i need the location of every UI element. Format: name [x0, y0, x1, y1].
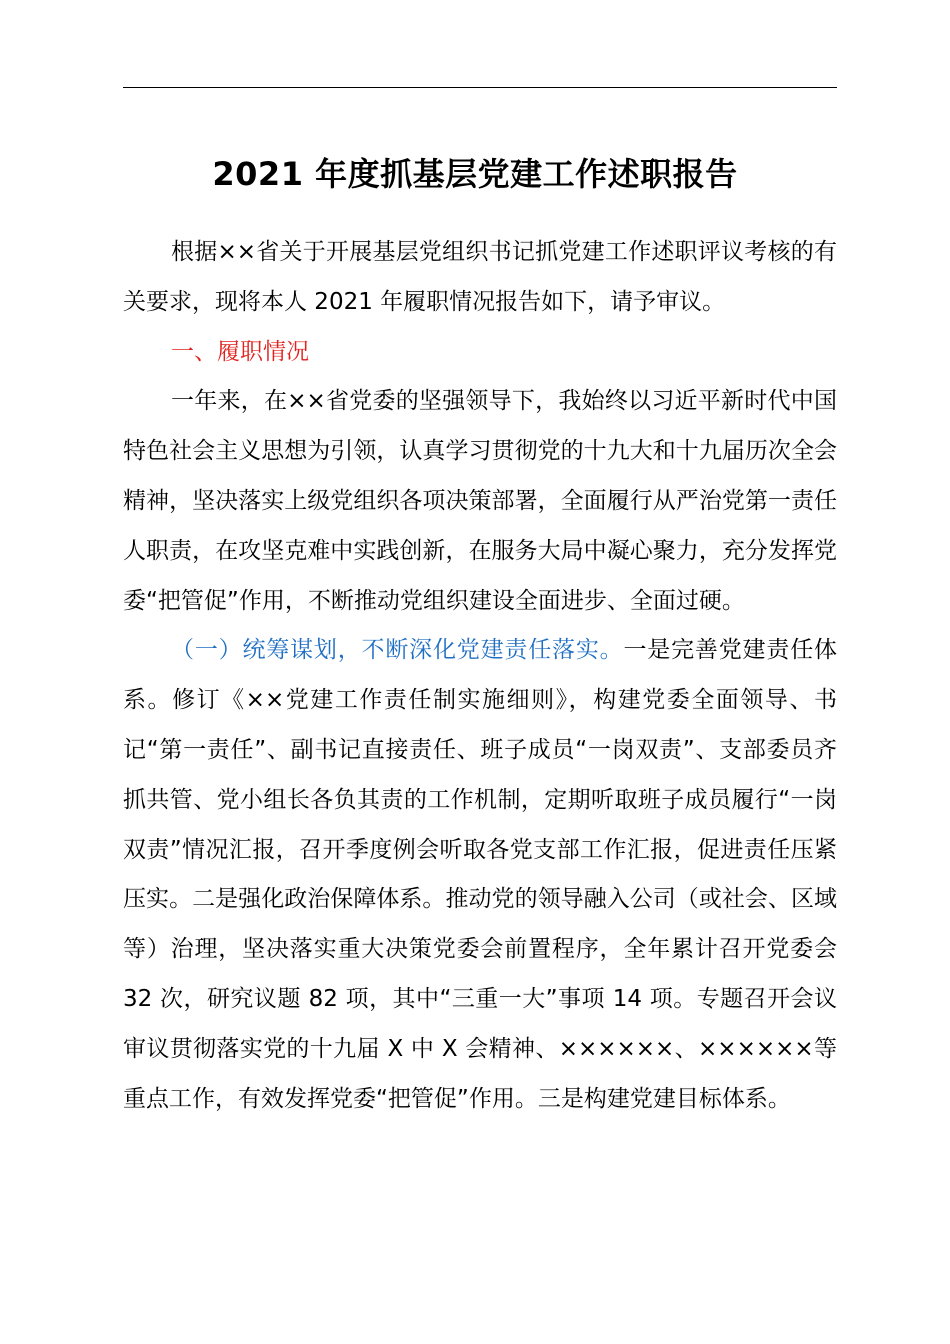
- subsection-heading: （一）统筹谋划，不断深化党建责任落实。: [171, 637, 624, 664]
- subsection-body: 一是完善党建责任体系。修订《××党建工作责任制实施细则》，构建党委全面领导、书记“第一责任”、副书记直接责任、班子成员“一岗双责”、支部委员齐抓共管、党小组长各负其责的工作机制，定期听取班子成员履行“一岗双责”情况汇报，召开季度例会听取各党支部工作汇报，促进责任压紧压实。二是强化政治保障体系。推动党的领导融入公司（或社会、区域等）治理，坚决落实重大决策党委会前置程序，全年累计召开党委会 32 次，研究议题 82 项，其中“三重一大”事项 14 项。专题召开会议审议贯彻落实党的十九届 X 中 X 会精神、××××××、××××××等重点工作，有效发挥党委“把管促”作用。三是构建党建目标体系。: [123, 637, 838, 1112]
- header-rule: [123, 87, 837, 88]
- subsection-paragraph: [123, 626, 837, 1124]
- section-paragraph: 一年来，在××省党委的坚强领导下，我始终以习近平新时代中国特色社会主义思想为引领，认真学习贯彻党的十九大和十九届历次全会精神，坚决落实上级党组织各项决策部署，全面履行从严治党第一责任人职责，在攻坚克难中实践创新，在服务大局中凝心聚力，充分发挥党委“把管促”作用，不断推动党组织建设全面进步、全面过硬。: [123, 388, 837, 614]
- document-body: [123, 228, 837, 1124]
- document-title: 2021 年度抓基层党建工作述职报告: [212, 155, 738, 193]
- intro-paragraph: 根据××省关于开展基层党组织书记抓党建工作述职评议考核的有关要求，现将本人 2021 年履职情况报告如下，请予审议。: [123, 239, 837, 315]
- section-heading: 一、履职情况: [171, 338, 309, 365]
